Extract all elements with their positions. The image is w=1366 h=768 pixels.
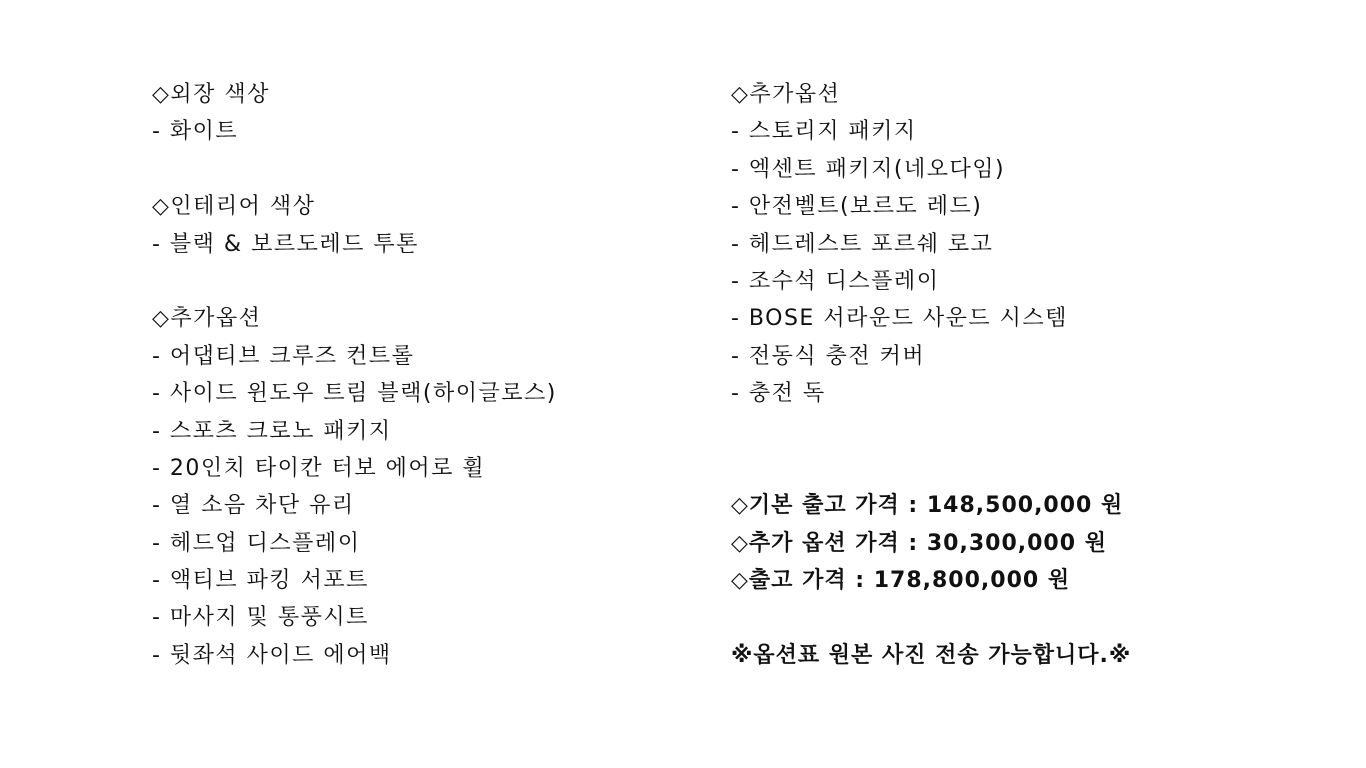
spacer xyxy=(731,450,1131,487)
option-item: - 스토리지 패키지 xyxy=(731,119,917,145)
option-item: - BOSE 서라운드 사운드 시스템 xyxy=(731,306,1068,332)
total-price: ◇출고 가격 : 178,800,000 원 xyxy=(731,568,1071,594)
interior-color-heading: ◇인테리어 색상 xyxy=(152,194,316,220)
option-item: - 충전 독 xyxy=(731,381,826,407)
option-item: - 안전벨트(보르도 레드) xyxy=(731,194,983,220)
options-heading-right: ◇추가옵션 xyxy=(731,82,841,107)
option-item: - 열 소음 차단 유리 xyxy=(152,493,355,519)
option-item: - 액티브 파킹 서포트 xyxy=(152,568,369,594)
option-item: - 헤드레스트 포르쉐 로고 xyxy=(731,231,994,257)
exterior-color-item: - 화이트 xyxy=(152,119,239,145)
option-item: - 조수석 디스플레이 xyxy=(731,268,940,294)
options-heading-left: ◇추가옵션 xyxy=(152,306,262,332)
spacer xyxy=(731,413,1131,450)
option-item: - 엑센트 패키지(네오다임) xyxy=(731,156,1006,182)
option-price: ◇추가 옵션 가격 : 30,300,000 원 xyxy=(731,530,1107,556)
spacer xyxy=(731,599,1131,636)
exterior-color-heading: ◇외장 색상 xyxy=(152,82,270,107)
interior-color-item: - 블랙 & 보르도레드 투톤 xyxy=(152,231,419,257)
right-column xyxy=(731,76,1131,674)
base-price: ◇기본 출고 가격 : 148,500,000 원 xyxy=(731,493,1124,519)
photo-note: ※옵션표 원본 사진 전송 가능합니다.※ xyxy=(731,642,1132,668)
option-item: - 사이드 윈도우 트림 블랙(하이글로스) xyxy=(152,381,557,407)
left-column xyxy=(152,76,557,674)
spacer xyxy=(152,263,557,300)
option-item: - 어댑티브 크루즈 컨트롤 xyxy=(152,343,415,369)
option-item: - 뒷좌석 사이드 에어백 xyxy=(152,642,392,668)
spacer xyxy=(152,151,557,188)
option-item: - 20인치 타이칸 터보 에어로 휠 xyxy=(152,455,486,481)
option-item: - 헤드업 디스플레이 xyxy=(152,530,361,556)
option-item: - 마사지 및 통풍시트 xyxy=(152,605,369,631)
option-item: - 전동식 충전 커버 xyxy=(731,343,926,369)
option-item: - 스포츠 크로노 패키지 xyxy=(152,418,392,444)
